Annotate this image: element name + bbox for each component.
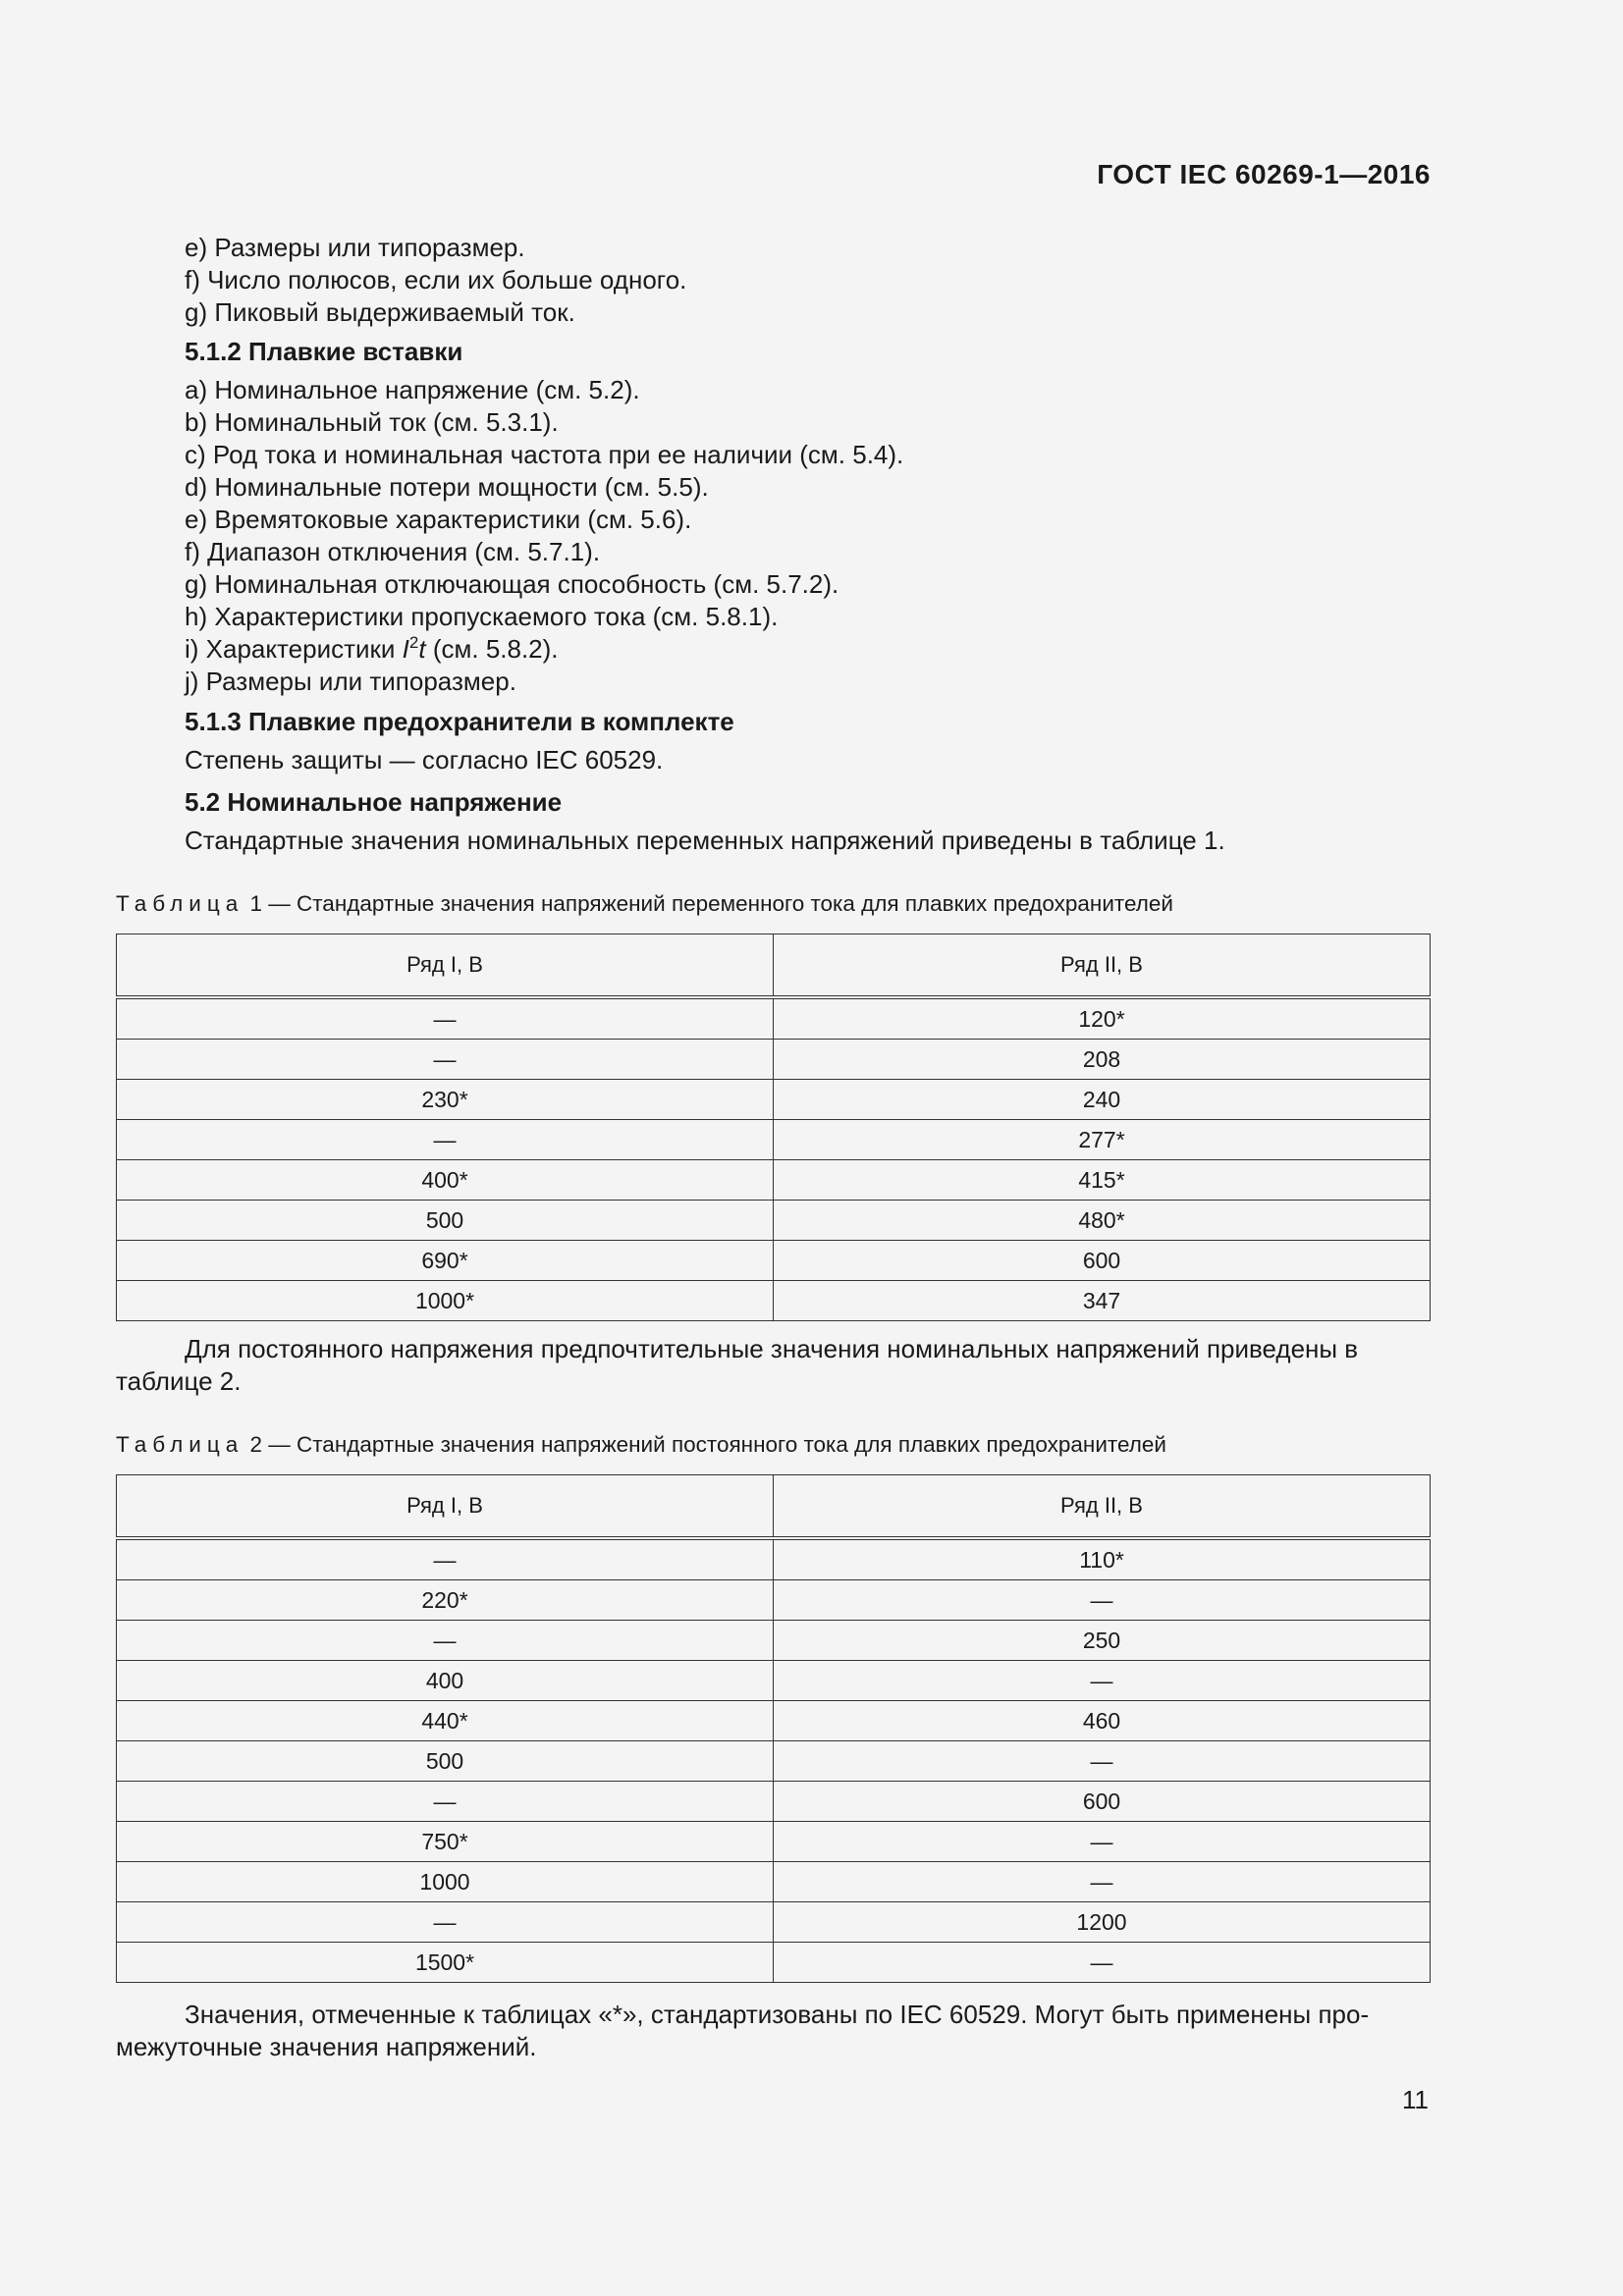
section-heading: 5.1.2 Плавкие вставки <box>185 337 463 366</box>
table-row: 440* 460 <box>117 1701 1431 1741</box>
table-header-cell: Ряд I, В <box>117 1475 774 1539</box>
section-heading: 5.2 Номинальное напряжение <box>185 787 563 817</box>
list-item-i: i) Характеристики $I^2t$ (см. 5.8.2). <box>185 633 559 664</box>
table-row: 230* 240 <box>117 1080 1431 1120</box>
table-row: 500 — <box>117 1741 1431 1782</box>
table-row: — 250 <box>117 1621 1431 1661</box>
table1-caption: Таблица 1 — Стандартные значения напряжений переменного тока для плавких предохранителей <box>116 891 1173 916</box>
list-item: f) Диапазон отключения (см. 5.7.1). <box>185 537 601 566</box>
list-item: f) Число полюсов, если их больше одного. <box>185 265 687 294</box>
table-header-cell: Ряд II, В <box>774 934 1431 998</box>
table-row: 1000* 347 <box>117 1281 1431 1321</box>
table-row: 500 480* <box>117 1201 1431 1241</box>
section-5-1-2 <box>185 336 1432 698</box>
standard-id: ГОСТ IEC 60269-1—2016 <box>1097 159 1431 189</box>
section-text: Степень защиты — согласно IEC 60529. <box>185 745 664 774</box>
page-number: 11 <box>1402 2085 1429 2114</box>
table-row: 690* 600 <box>117 1241 1431 1281</box>
footnote-paragraph: Значения, отмеченные к таблицах «*», стандартизованы по IEC 60529. Могут быть применены про- межуточные значения напряжений. <box>116 2000 1370 2061</box>
list-item: g) Пиковый выдерживаемый ток. <box>185 297 575 327</box>
table2-intro: Для постоянного напряжения предпочтительные значения номинальных напряжений приведены в таблице 2. <box>116 1334 1359 1396</box>
table-header-cell: Ряд II, В <box>774 1475 1431 1539</box>
list-item: e) Размеры или типоразмер. <box>185 233 525 262</box>
section-heading: 5.1.3 Плавкие предохранители в комплекте <box>185 707 734 736</box>
list-top <box>185 232 1432 329</box>
list-item: d) Номинальные потери мощности (см. 5.5). <box>185 472 709 502</box>
table-row: 400 — <box>117 1661 1431 1701</box>
section-text: Стандартные значения номинальных переменных напряжений приведены в таблице 1. <box>185 826 1225 855</box>
table-row: 1500* — <box>117 1943 1431 1983</box>
table2 <box>116 1474 1431 1983</box>
list-item: c) Род тока и номинальная частота при ее наличии (см. 5.4). <box>185 440 904 469</box>
list-item: e) Времятоковые характеристики (см. 5.6). <box>185 505 692 534</box>
table-row: 1000 — <box>117 1862 1431 1902</box>
table-header-cell: Ряд I, В <box>117 934 774 998</box>
list-item: j) Размеры или типоразмер. <box>185 667 516 696</box>
list-item: h) Характеристики пропускаемого тока (см. 5.8.1). <box>185 602 779 631</box>
table-row: — 110* <box>117 1538 1431 1580</box>
table-row: — 208 <box>117 1040 1431 1080</box>
table-row: 220* — <box>117 1580 1431 1621</box>
table1 <box>116 934 1431 1321</box>
list-item: b) Номинальный ток (см. 5.3.1). <box>185 407 559 437</box>
table-row: — 1200 <box>117 1902 1431 1943</box>
table-row: 750* — <box>117 1822 1431 1862</box>
table-row: — 600 <box>117 1782 1431 1822</box>
table2-caption: Таблица 2 — Стандартные значения напряжений постоянного тока для плавких предохранителей <box>116 1432 1166 1457</box>
table-row: — 120* <box>117 997 1431 1040</box>
section-5-2 <box>185 786 1432 857</box>
table-row: — 277* <box>117 1120 1431 1160</box>
table-row: 400* 415* <box>117 1160 1431 1201</box>
list-item: a) Номинальное напряжение (см. 5.2). <box>185 375 640 404</box>
section-5-1-3 <box>185 706 1432 776</box>
list-item: g) Номинальная отключающая способность (см. 5.7.2). <box>185 569 839 599</box>
